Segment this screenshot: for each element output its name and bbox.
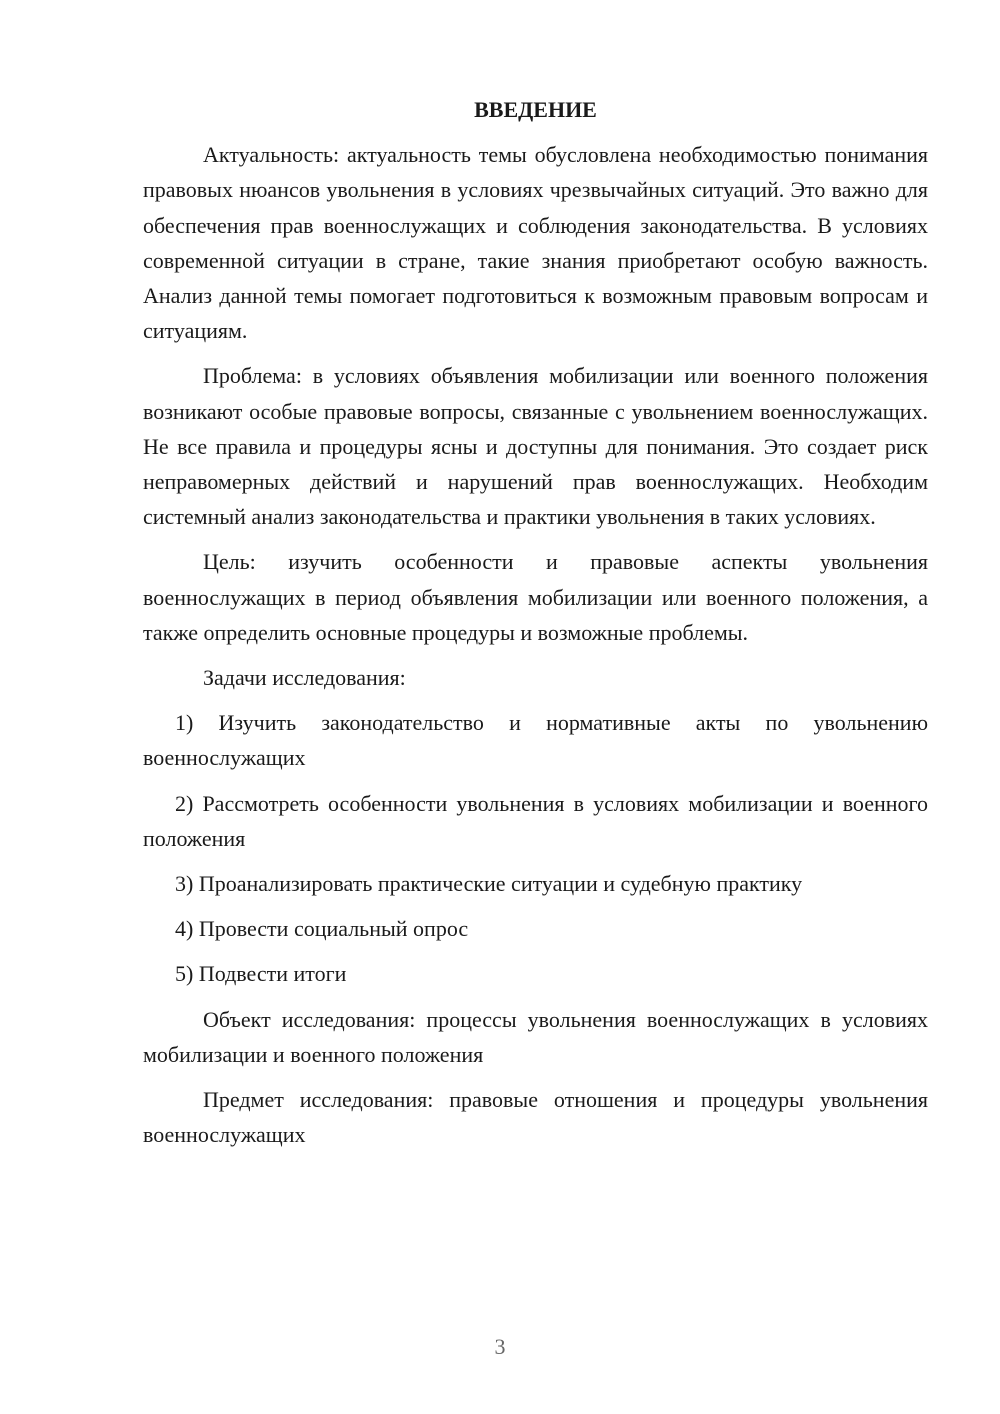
task-item-3: 3) Проанализировать практические ситуации и судебную практику [175, 871, 803, 897]
task-item-2: 2) Рассмотреть особенности увольнения в условиях мобилизации и военного положения [143, 790, 928, 851]
section-heading: ВВЕДЕНИЕ [474, 97, 597, 122]
paragraph-subject: Предмет исследования: правовые отношения и процедуры увольнения военнослужащих [143, 1087, 928, 1148]
task-item-4: 4) Провести социальный опрос [175, 916, 469, 942]
task-item-5: 5) Подвести итоги [175, 961, 347, 987]
task-item-1: 1) Изучить законодательство и нормативные акты по увольнению военнослужащих [143, 710, 928, 771]
paragraph-problem: Проблема: в условиях объявления мобилизации или военного положения возникают особые правовые вопросы, связанные с увольнением военнослужащих. Не все правила и процедуры ясны и доступны для понимания. Это создает риск неправомерных действий и нарушений прав военнослужащих. Необходим системный анализ законодательства и практики увольнения в таких условиях. [143, 363, 928, 530]
page-number: 3 [494, 1334, 506, 1359]
paragraph-goal: Цель: изучить особенности и правовые аспекты увольнения военнослужащих в период объявления мобилизации или военного положения, а также определить основные процедуры и возможные проблемы. [143, 549, 928, 645]
paragraph-object: Объект исследования: процессы увольнения военнослужащих в условиях мобилизации и военного положения [143, 1006, 928, 1067]
tasks-heading: Задачи исследования: [203, 665, 406, 691]
paragraph-relevance: Актуальность: актуальность темы обусловлена необходимостью понимания правовых нюансов увольнения в условиях чрезвычайных ситуаций. Это важно для обеспечения прав военнослужащих и соблюдения законодательства. В условиях современной ситуации в стране, такие знания приобретают особую важность. Анализ данной темы помогает подготовиться к возможным правовым вопросам и ситуациям. [143, 142, 928, 344]
document-body [143, 92, 928, 1162]
